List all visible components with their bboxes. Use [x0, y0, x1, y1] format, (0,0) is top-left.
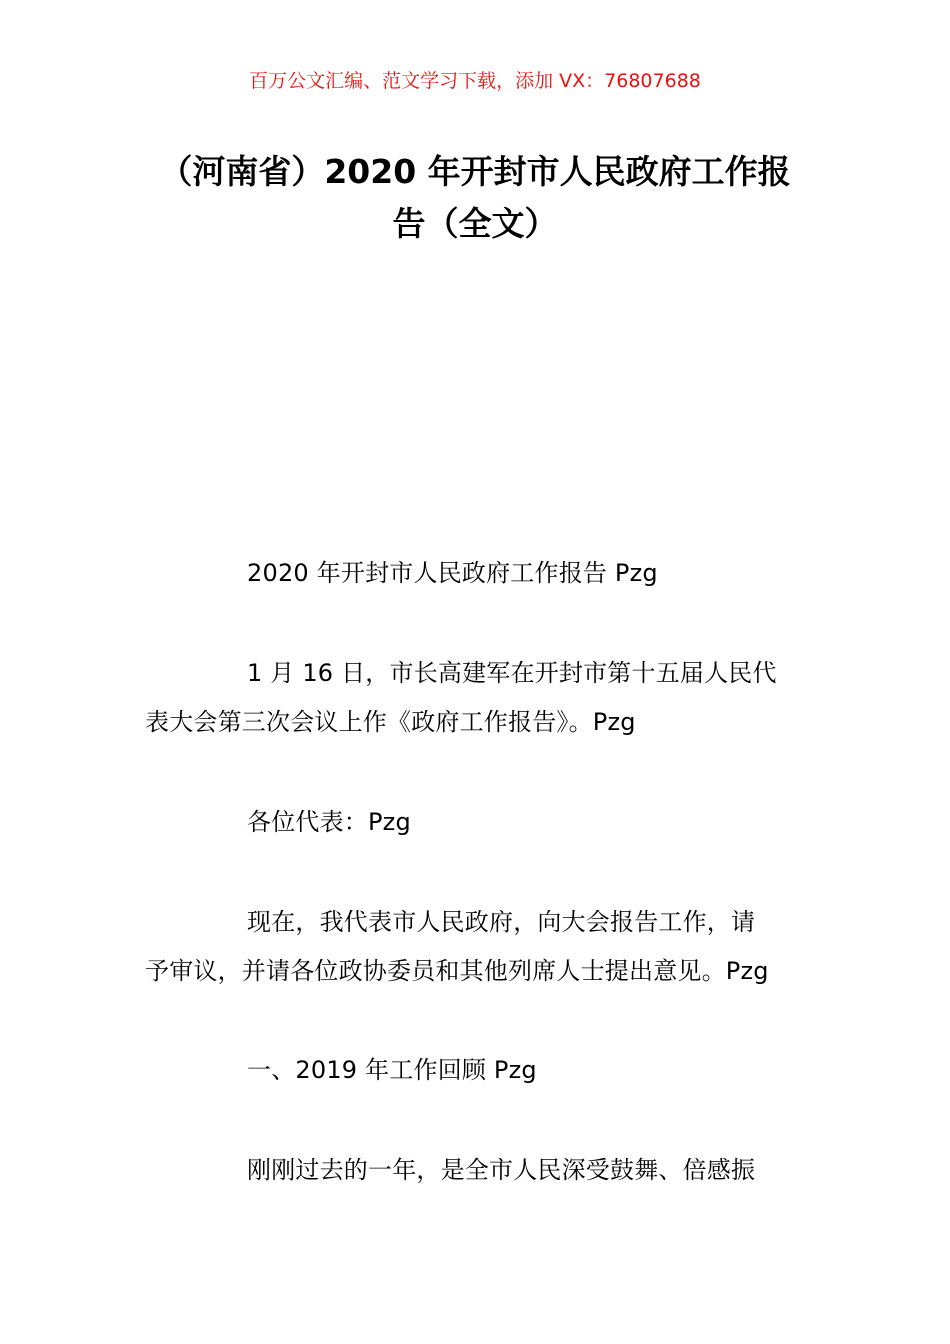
- paragraph-text: 2020 年开封市人民政府工作报告 Pzg: [247, 559, 658, 587]
- paragraph-intro: [145, 649, 810, 747]
- paragraph-review-start: [145, 1146, 810, 1195]
- paragraph-line-1: 1 月 16 日，市长高建军在开封市第十五届人民代: [247, 659, 777, 687]
- paragraph-line-2: 予审议，并请各位政协委员和其他列席人士提出意见。Pzg: [145, 957, 769, 985]
- paragraph-line-1: 现在，我代表市人民政府，向大会报告工作，请: [247, 908, 756, 936]
- paragraph-opening: [145, 898, 810, 996]
- paragraph-text: 各位代表：Pzg: [247, 808, 411, 836]
- paragraph-text: 一、2019 年工作回顾 Pzg: [247, 1056, 537, 1084]
- promo-header-note: 百万公文汇编、范文学习下载，添加 VX：76807688: [249, 70, 701, 92]
- paragraph-report-heading: [145, 549, 810, 598]
- document-title-line-2: 告（全文）: [392, 204, 558, 243]
- paragraph-line-2: 表大会第三次会议上作《政府工作报告》。Pzg: [145, 708, 636, 736]
- paragraph-text: 刚刚过去的一年，是全市人民深受鼓舞、倍感振: [247, 1156, 756, 1184]
- paragraph-section-heading: [145, 1046, 810, 1095]
- paragraph-salutation: [145, 798, 810, 847]
- document-title-line-1: （河南省）2020 年开封市人民政府工作报: [159, 152, 791, 191]
- document-title: [140, 146, 810, 250]
